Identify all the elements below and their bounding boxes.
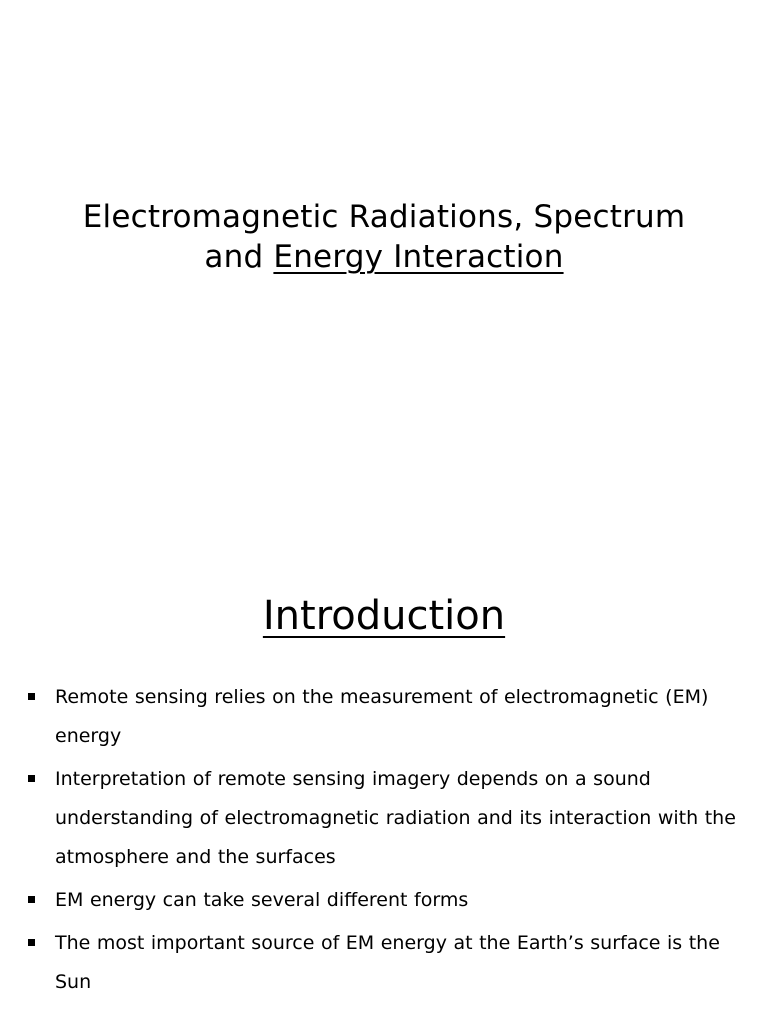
title-line-2-prefix: and [204,239,274,275]
square-bullet-icon [28,775,35,782]
introduction-heading: Introduction [262,593,506,639]
bullet-item [0,924,768,1002]
bullet-item [0,678,768,756]
bullet-text: Remote sensing relies on the measurement of electromagnetic (EM) energy [55,686,709,747]
slide-title [0,197,768,277]
bullet-item [0,881,768,920]
title-line-1: Electromagnetic Radiations, Spectrum [82,199,686,235]
title-line-2-underlined: Energy Interaction [273,239,564,275]
square-bullet-icon [28,939,35,946]
bullet-item [0,760,768,877]
bullet-text: Interpretation of remote sensing imagery depends on a sound understanding of electromagnetic radiation and its interaction with the atmosphere and the surfaces [55,768,736,868]
bullet-text: The most important source of EM energy at the Earth’s surface is the Sun [55,932,720,993]
bullet-text: EM energy can take several different forms [55,889,469,911]
square-bullet-icon [28,896,35,903]
square-bullet-icon [28,693,35,700]
bullet-list [0,678,768,1006]
